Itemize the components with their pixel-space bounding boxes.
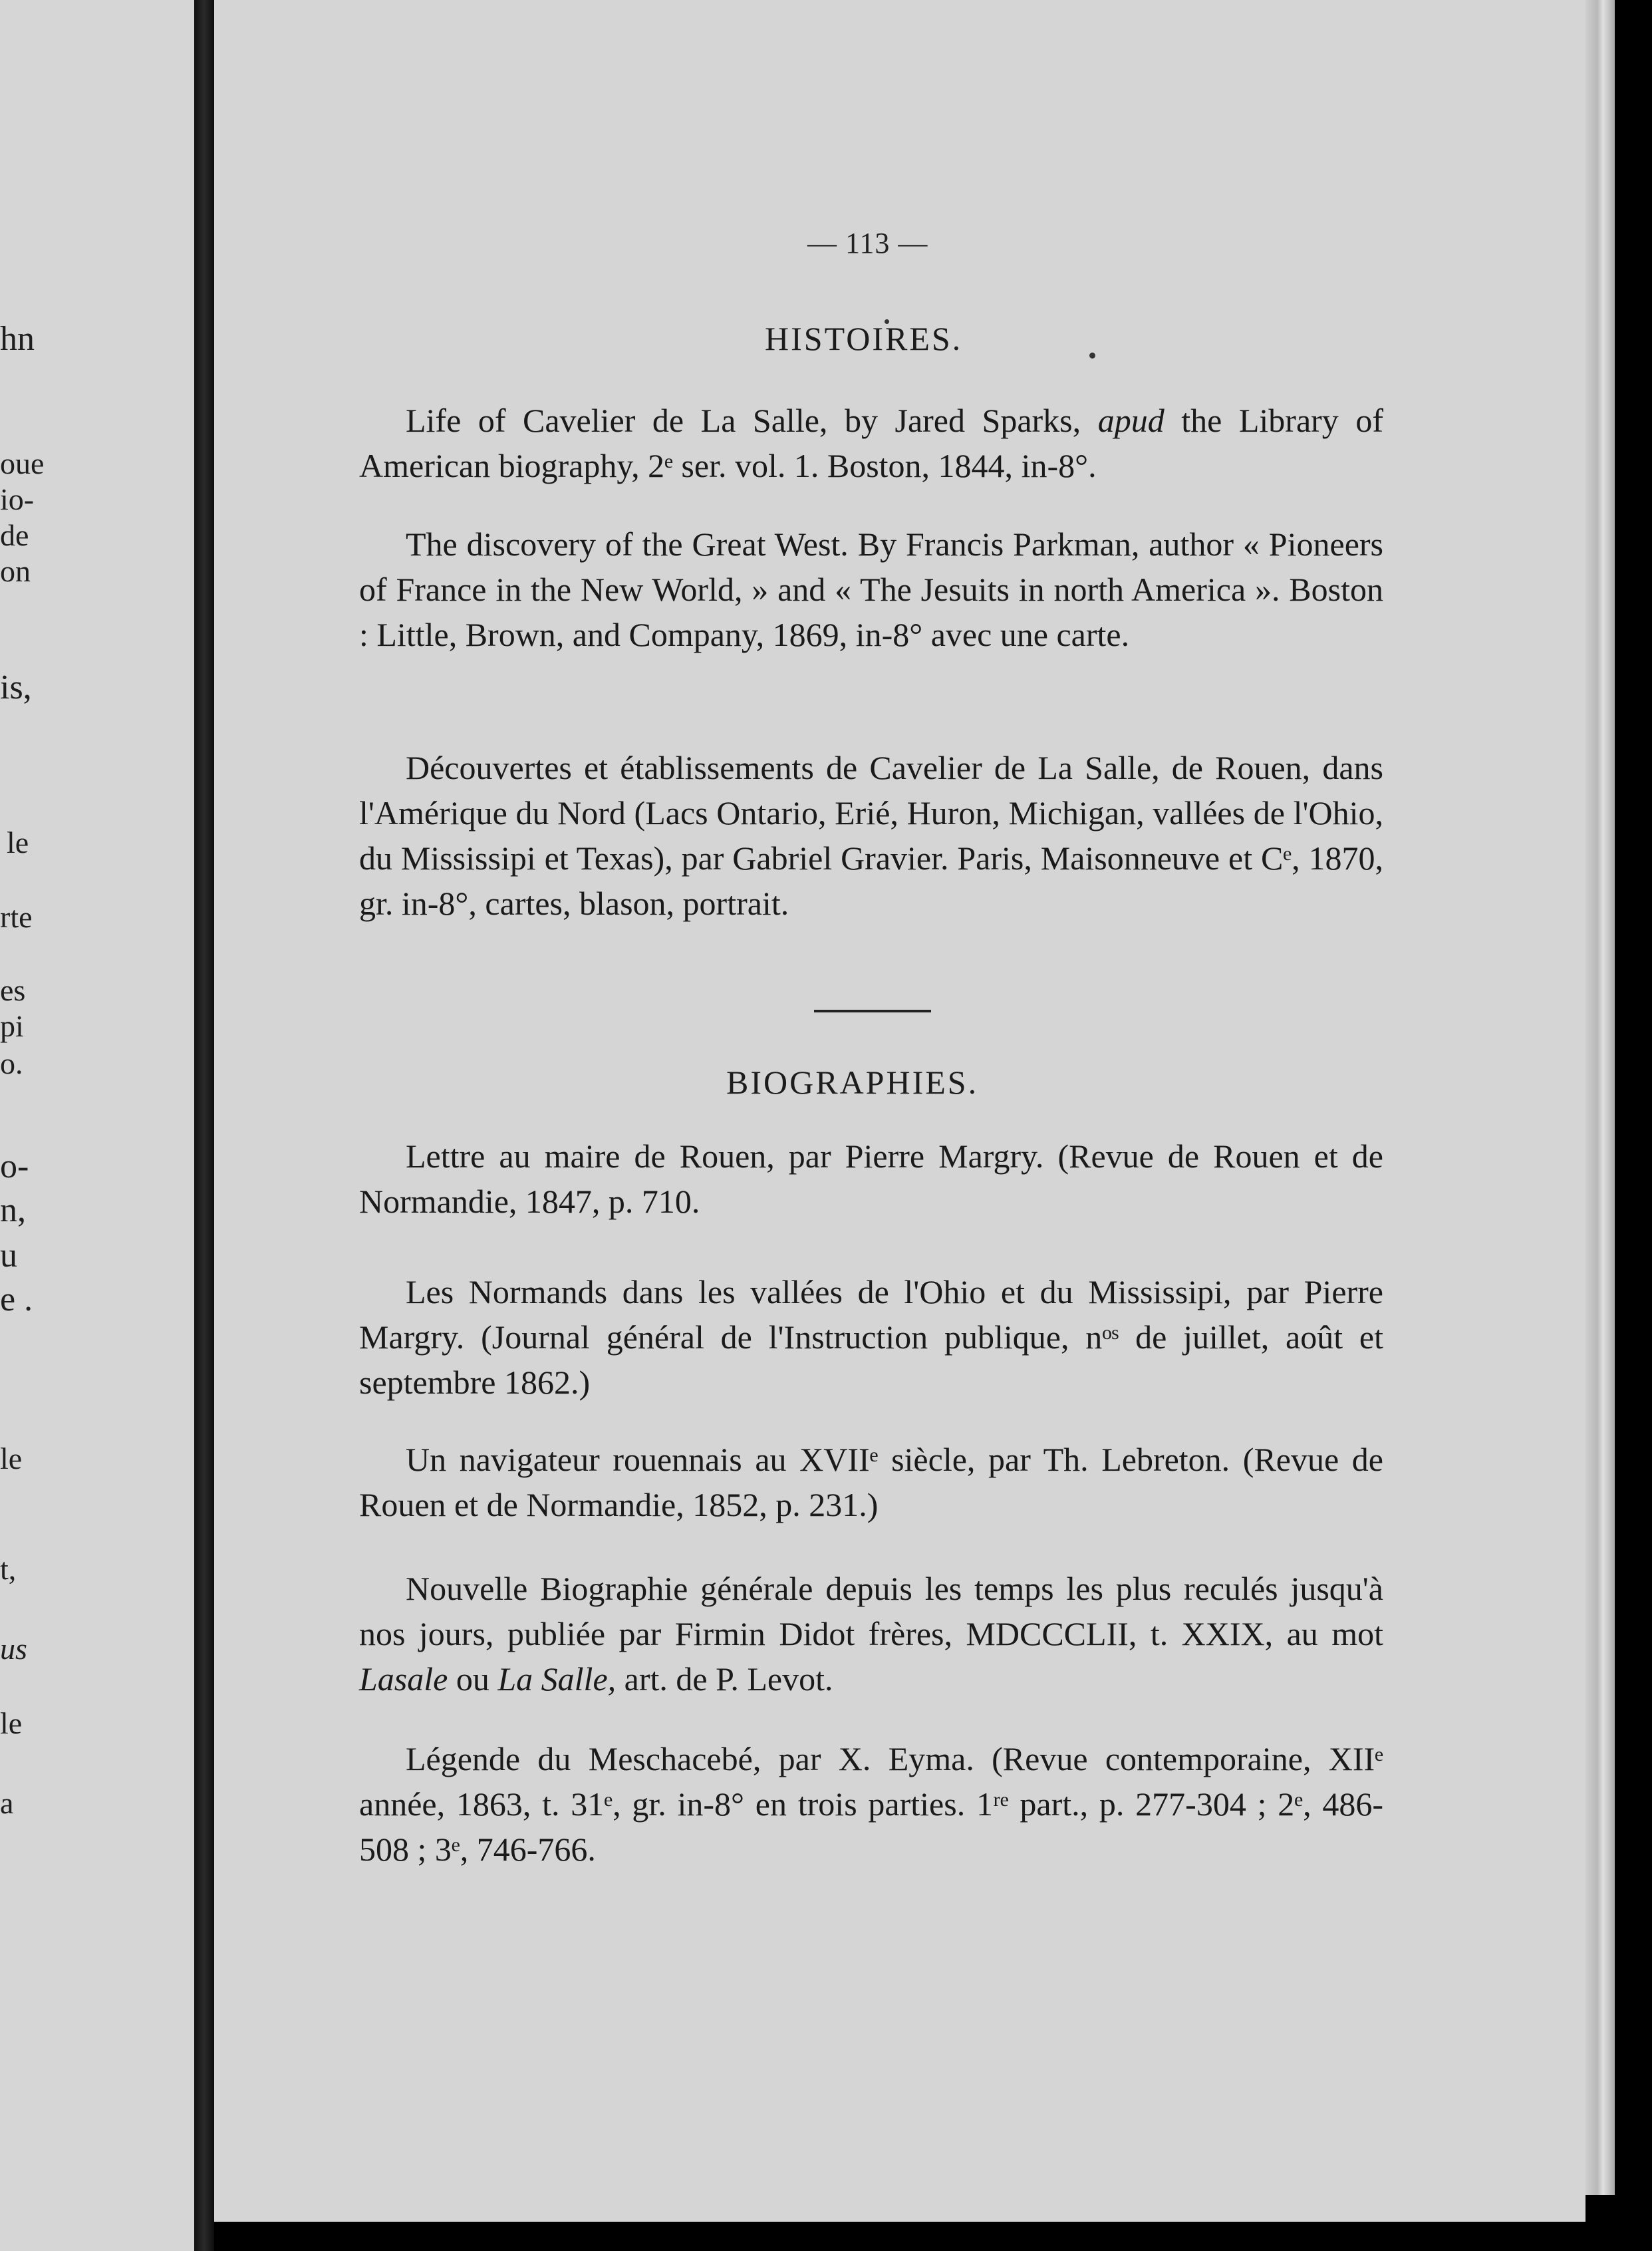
facing-page-fragment: n, <box>0 1191 26 1229</box>
bibliography-entry: Légende du Meschacebé, par X. Eyma. (Revue contemporaine, XIIᵉ année, 1863, t. 31ᵉ, gr. in-8° en trois parties. 1ʳᵉ part., p. 277-304 ; 2ᵉ, 486-508 ; 3ᵉ, 746-766. <box>359 1740 1383 1868</box>
page-stack-edge <box>1585 0 1615 2195</box>
bibliography-entry: Lettre au maire de Rouen, par Pierre Margry. (Revue de Rouen et de Normandie, 1847, p. 710. <box>359 1137 1383 1220</box>
bibliography-entry: Un navigateur rouennais au XVIIᵉ siècle, par Th. Lebreton. (Revue de Rouen et de Normandie, 1852, p. 231.) <box>359 1441 1383 1523</box>
facing-page-fragment: u <box>0 1237 17 1275</box>
facing-page-fragment: o. <box>0 1046 23 1080</box>
italic-term: apud <box>1097 402 1165 439</box>
facing-page-edge <box>0 0 194 2251</box>
facing-page-fragment: pi <box>0 1009 24 1043</box>
facing-page-fragment: le <box>7 825 29 859</box>
facing-page-fragment: hn <box>0 320 35 358</box>
facing-page-fragment: io- <box>0 482 35 516</box>
italic-term: Lasale <box>359 1660 448 1698</box>
ink-speck <box>1089 353 1095 359</box>
facing-page-fragment: le <box>0 1706 23 1740</box>
facing-page-fragment: de <box>0 518 29 552</box>
bibliography-entry: Life of Cavelier de La Salle, by Jared Sparks, apud the Library of American biography, 2ᵉ ser. vol. 1. Boston, 1844, in-8°. <box>359 402 1383 484</box>
section-heading-biographies: BIOGRAPHIES. <box>726 1064 979 1101</box>
facing-page-fragment: is, <box>0 669 32 706</box>
facing-page-fragment: e . <box>0 1280 33 1318</box>
facing-page-fragment: o- <box>0 1147 29 1185</box>
book-gutter <box>194 0 214 2251</box>
section-heading-histoires: HISTOIRES. <box>765 320 963 357</box>
page-number: — 113 — <box>807 227 928 259</box>
facing-page-fragment: t, <box>0 1552 17 1586</box>
facing-page-fragment: es <box>0 973 26 1007</box>
bibliography-entry: Découvertes et établissements de Cavelier de La Salle, de Rouen, dans l'Amérique du Nord (Lacs Ontario, Erié, Huron, Michigan, vallées de l'Ohio, du Mississipi et Texas), par Gabriel Gravier. Paris, Maisonneuve et Cᵉ, 1870, gr. in-8°, cartes, blason, portrait. <box>359 749 1383 922</box>
facing-page-fragment: oue <box>0 446 45 480</box>
facing-page-fragment: us <box>0 1632 27 1666</box>
facing-page-fragment: rte <box>0 900 33 934</box>
facing-page-fragment: le <box>0 1441 23 1475</box>
bibliography-entry: Les Normands dans les vallées de l'Ohio et du Mississipi, par Pierre Margry. (Journal général de l'Instruction publique, nᵒˢ de juillet, août et septembre 1862.) <box>359 1273 1383 1401</box>
italic-term: La Salle, <box>497 1660 617 1698</box>
bibliography-entry: The discovery of the Great West. By Francis Parkman, author « Pioneers of France in the New World, » and « The Jesuits in north America ». Boston : Little, Brown, and Company, 1869, in-8° avec une carte. <box>359 525 1383 653</box>
facing-page-fragment: a <box>0 1786 14 1820</box>
bibliography-entry: Nouvelle Biographie générale depuis les temps les plus reculés jusqu'à nos jours, publiée par Firmin Didot frères, MDCCCLII, t. XXIX, au mot Lasale ou La Salle, art. de P. Levot. <box>359 1570 1383 1698</box>
facing-page-fragment: on <box>0 554 31 588</box>
section-divider <box>814 1010 931 1012</box>
